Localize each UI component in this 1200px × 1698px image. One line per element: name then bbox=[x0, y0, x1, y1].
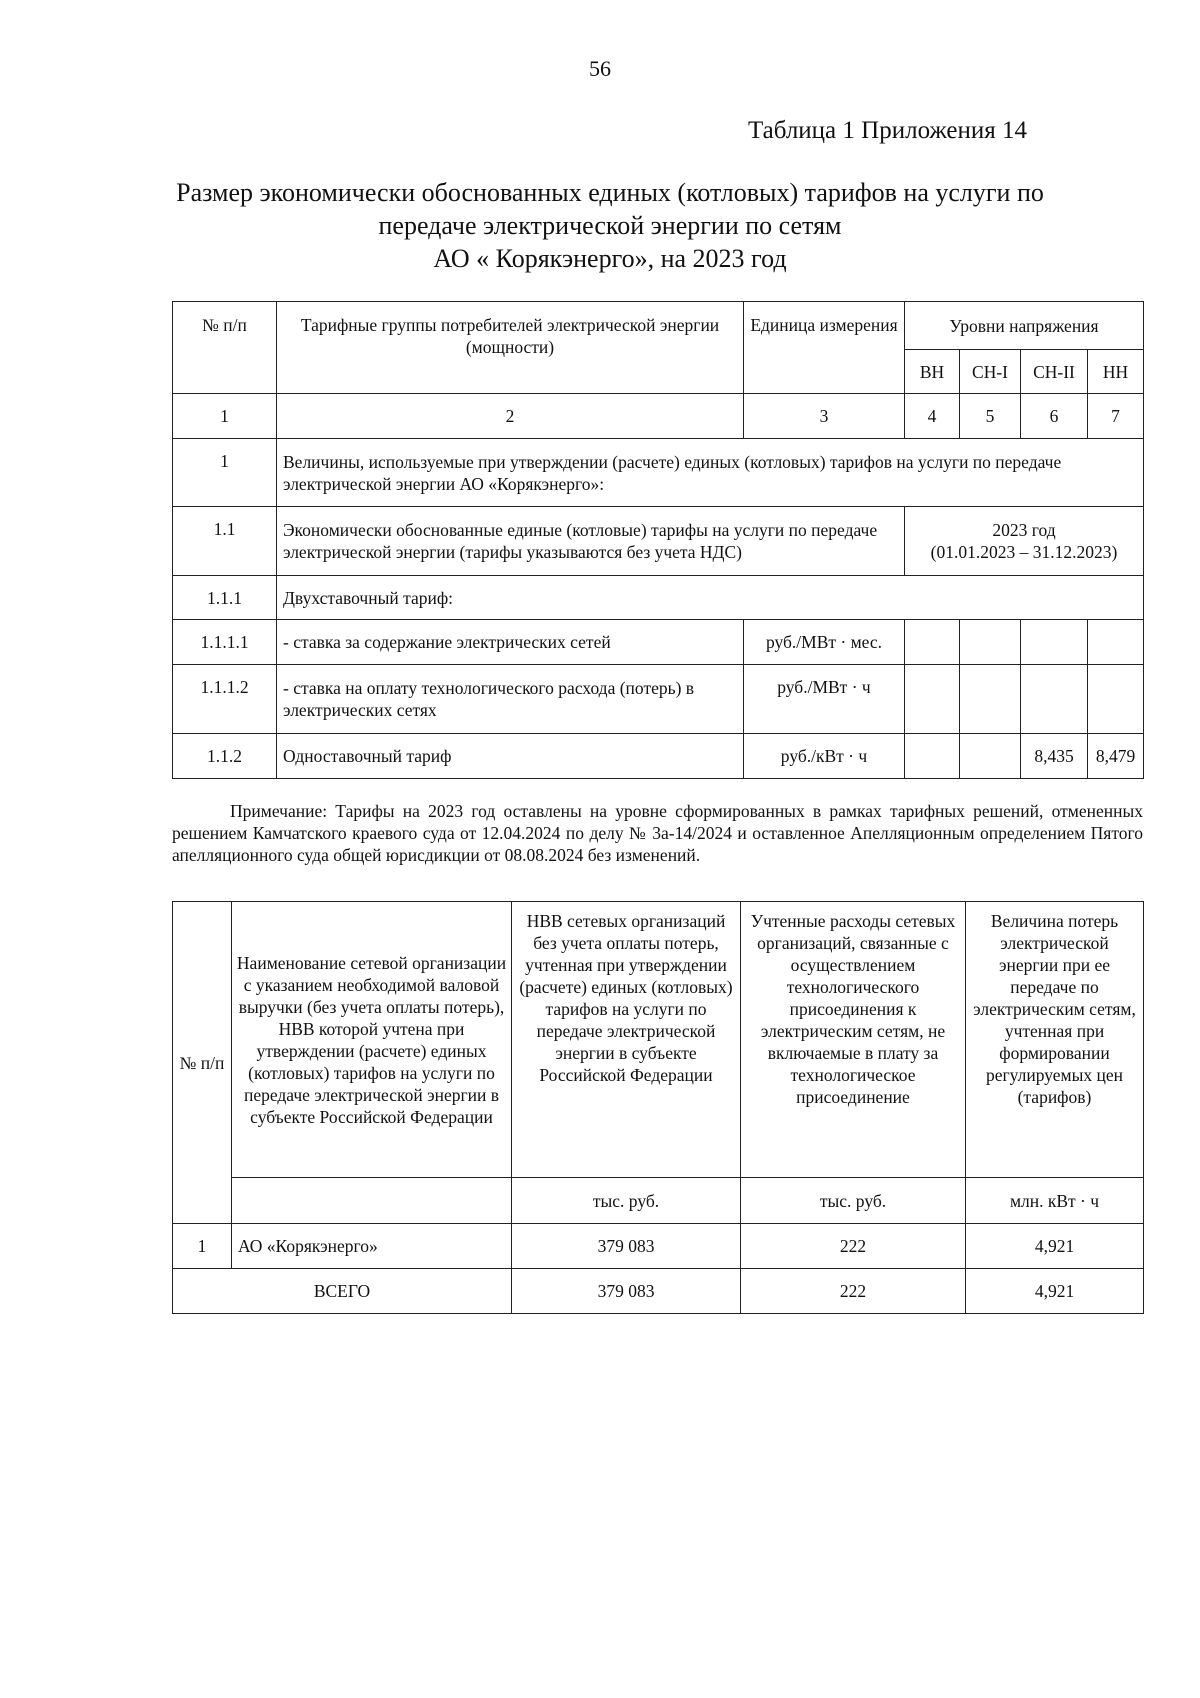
row-num: 1.1.1 bbox=[173, 576, 277, 620]
row-nvv: 379 083 bbox=[512, 1224, 741, 1269]
value-sn2 bbox=[1021, 620, 1088, 665]
table-row bbox=[173, 734, 1144, 779]
header-org: Наименование сетевой организации с указанием необходимой валовой выручки (без учета оплаты потерь), НВВ которой учтена при утверждении (расчете) единых (котловых) тарифов на услуги по передаче электрической энергии в субъекте Российской Федерации bbox=[232, 902, 512, 1178]
row-unit: руб./кВт · ч bbox=[744, 734, 905, 779]
header-nvv: НВВ сетевых организаций без учета оплаты потерь, учтенная при утверждении (расчете) единых (котловых) тарифов на услуги по передаче электрической энергии в субъекте Российской Федерации bbox=[512, 902, 741, 1178]
value-sn1 bbox=[960, 620, 1021, 665]
row-unit: руб./МВт · мес. bbox=[744, 620, 905, 665]
table-row bbox=[173, 620, 1144, 665]
total-nvv: 379 083 bbox=[512, 1269, 741, 1314]
header-level-nn: НН bbox=[1088, 350, 1144, 394]
value-vn bbox=[905, 734, 960, 779]
column-number: 1 bbox=[173, 394, 277, 439]
header-num: № п/п bbox=[173, 902, 232, 1224]
value-sn1 bbox=[960, 734, 1021, 779]
column-number: 7 bbox=[1088, 394, 1144, 439]
value-sn1 bbox=[960, 665, 1021, 734]
table-row bbox=[173, 439, 1144, 507]
table-row bbox=[173, 576, 1144, 620]
row-num: 1.1 bbox=[173, 507, 277, 576]
title-line-2: передаче электрической энергии по сетям bbox=[378, 211, 842, 240]
column-number: 4 bbox=[905, 394, 960, 439]
row-org: АО «Корякэнерго» bbox=[232, 1224, 512, 1269]
row-num: 1 bbox=[173, 1224, 232, 1269]
row-num: 1.1.2 bbox=[173, 734, 277, 779]
row-losses: 4,921 bbox=[966, 1224, 1144, 1269]
row-expenses: 222 bbox=[741, 1224, 966, 1269]
value-vn bbox=[905, 665, 960, 734]
title-line-3: АО « Корякэнерго», на 2023 год bbox=[433, 244, 787, 273]
period-year: 2023 год bbox=[992, 520, 1056, 540]
column-number: 5 bbox=[960, 394, 1021, 439]
row-text: Двухставочный тариф: bbox=[277, 576, 1144, 620]
header-num: № п/п bbox=[173, 302, 277, 394]
total-losses: 4,921 bbox=[966, 1269, 1144, 1314]
value-nn bbox=[1088, 620, 1144, 665]
column-numbers-row bbox=[173, 394, 1144, 439]
row-text: - ставка на оплату технологического расхода (потерь) в электрических сетях bbox=[277, 665, 744, 734]
total-row bbox=[173, 1269, 1144, 1314]
row-text: Одноставочный тариф bbox=[277, 734, 744, 779]
row-text: Экономически обоснованные единые (котловые) тарифы на услуги по передаче электрической энергии (тарифы указываются без учета НДС) bbox=[277, 507, 905, 576]
column-number: 2 bbox=[277, 394, 744, 439]
value-nn: 8,479 bbox=[1088, 734, 1144, 779]
row-unit: руб./МВт · ч bbox=[744, 665, 905, 734]
document-title bbox=[160, 176, 1060, 275]
table-caption: Таблица 1 Приложения 14 bbox=[747, 117, 1027, 144]
note bbox=[172, 800, 1143, 866]
row-text: Величины, используемые при утверждении (расчете) единых (котловых) тарифов на услуги по передаче электрической энергии АО «Корякэнерго»: bbox=[277, 439, 1144, 507]
row-num: 1.1.1.1 bbox=[173, 620, 277, 665]
value-vn bbox=[905, 620, 960, 665]
table-row bbox=[173, 665, 1144, 734]
column-number: 3 bbox=[744, 394, 905, 439]
unit-nvv: тыс. руб. bbox=[512, 1178, 741, 1224]
row-text: - ставка за содержание электрических сетей bbox=[277, 620, 744, 665]
period-range: (01.01.2023 – 31.12.2023) bbox=[930, 542, 1118, 562]
column-number: 6 bbox=[1021, 394, 1088, 439]
page-number: 56 bbox=[589, 56, 611, 81]
table-row bbox=[173, 507, 1144, 576]
header-voltage-levels: Уровни напряжения bbox=[905, 302, 1144, 350]
row-num: 1 bbox=[173, 439, 277, 507]
total-expenses: 222 bbox=[741, 1269, 966, 1314]
unit-expenses: тыс. руб. bbox=[741, 1178, 966, 1224]
unit-org bbox=[232, 1178, 512, 1224]
header-unit: Единица измерения bbox=[744, 302, 905, 394]
header-expenses: Учтенные расходы сетевых организаций, связанные с осуществлением технологического присоединения к электрическим сетям, не включаемые в плату за технологическое присоединение bbox=[741, 902, 966, 1178]
note-text: Примечание: Тарифы на 2023 год оставлены на уровне сформированных в рамках тарифных решений, отмененных решением Камчатского краевого суда от 12.04.2024 по делу № 3а-14/2024 и оставленное Апелляционным определением Пятого апелляционного суда общей юрисдикции от 08.08.2024 без изменений. bbox=[172, 801, 1143, 865]
row-num: 1.1.1.2 bbox=[173, 665, 277, 734]
header-tariff-groups: Тарифные группы потребителей электрической энергии (мощности) bbox=[277, 302, 744, 394]
unit-losses: млн. кВт · ч bbox=[966, 1178, 1144, 1224]
value-nn bbox=[1088, 665, 1144, 734]
total-label: ВСЕГО bbox=[173, 1269, 512, 1314]
value-sn2 bbox=[1021, 665, 1088, 734]
table-row bbox=[173, 1224, 1144, 1269]
header-level-vn: ВН bbox=[905, 350, 960, 394]
header-level-sn1: СН-I bbox=[960, 350, 1021, 394]
header-losses: Величина потерь электрической энергии при ее передаче по электрическим сетям, учтенная при формировании регулируемых цен (тарифов) bbox=[966, 902, 1144, 1178]
units-row bbox=[173, 1178, 1144, 1224]
period-cell bbox=[905, 507, 1144, 576]
network-revenue-table bbox=[172, 901, 1144, 1314]
value-sn2: 8,435 bbox=[1021, 734, 1088, 779]
header-level-sn2: СН-II bbox=[1021, 350, 1088, 394]
tariff-table bbox=[172, 301, 1144, 779]
title-line-1: Размер экономически обоснованных единых (котловых) тарифов на услуги по bbox=[176, 178, 1044, 207]
